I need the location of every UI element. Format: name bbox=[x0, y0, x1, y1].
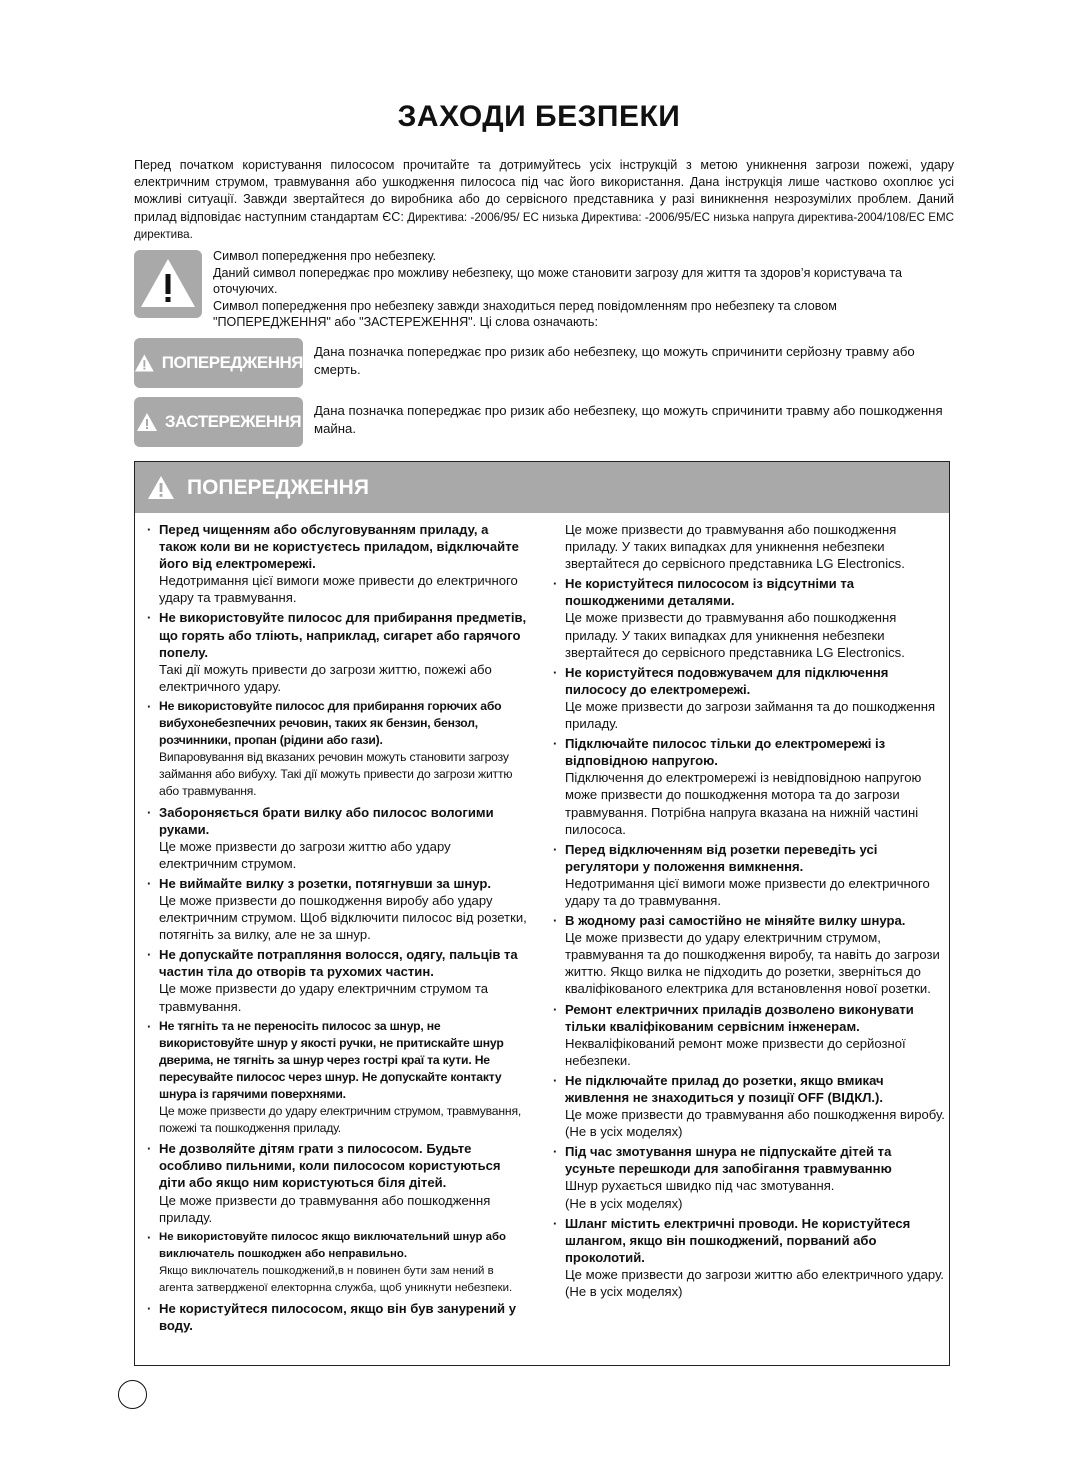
warning-triangle-icon bbox=[136, 412, 158, 432]
warning-badge bbox=[134, 338, 303, 388]
warning-item: · Перед чищенням або обслуговуванням приладу, а також коли ви не користуєтесь приладом, відключайте його від електромережі. Недотримання цієї вимоги може привести до електричного удару та травмування. bbox=[147, 522, 519, 606]
ce-mark: ЄС: bbox=[382, 209, 404, 224]
warning-item: · Не користуйтеся пилососом, якщо він був занурений у воду. bbox=[147, 1300, 517, 1333]
warning-right-column bbox=[547, 521, 945, 1303]
caution-badge-label: ЗАСТЕРЕЖЕННЯ bbox=[164, 412, 302, 431]
hazard-symbol-icon bbox=[134, 250, 202, 318]
caution-badge bbox=[134, 397, 303, 447]
intro-main-text: Перед початком користування пилососом прочитайте та дотримуйтесь усіх інструкцій з метою уникнення загрози пожежі, удару електричним струмом, травмування або ушкодження пилососа під час його використання. Дана інструкція лише частково охоплює усі можливі ситуації. Завжди звертайтеся до виробника або до сервісного представника у разі виникнення незрозумілих проблем. Даний прилад відповідає наступним стандартам bbox=[134, 158, 954, 224]
warning-item: · Не тягніть та не переносіть пилосос за шнур, не використовуйте шнур у якості ручки, не притискайте шнур дверима, не тягніть за шнур через гострі краї та кути. Не пересувайте пилосос через шнур. Не допускайте контакту шнура із гарячими поверхнями. Це може призвести до удару електричним струмом, травмування, пожежі та пошкодження приладу. bbox=[147, 1018, 522, 1136]
warning-panel-header bbox=[135, 462, 949, 513]
warning-item: · В жодному разі самостійно не міняйте вилку шнура. Це може призвести до удару електричним струмом, травмування та до пошкодження виробу, та навіть до загрози життю. Якщо вилка не підходить до розетки, зверніться до кваліфікованого електрика для встановлення нової розетки. bbox=[553, 913, 940, 997]
warning-panel bbox=[134, 461, 950, 1366]
warning-item: · Забороняється брати вилку або пилосос вологими руками. Це може призвести до загрози життю або удару електричним струмом. bbox=[147, 804, 494, 871]
warning-item: · Не дозволяйте дітям грати з пилососом. Будьте особливо пильними, коли пилососом користуються діти або якщо ним користуються біля дітей. Це може призвести до травмування або пошкодження приладу. bbox=[147, 1141, 501, 1225]
warning-item: · Не виймайте вилку з розетки, потягнувши за шнур. Це може призвести до пошкодження виробу або удару електричним струмом. Щоб відключити пилосос від розетки, потягніть за вилку, але не за шнур. bbox=[147, 875, 527, 943]
warning-triangle-icon bbox=[134, 353, 155, 373]
page-number-circle bbox=[118, 1380, 147, 1409]
warning-item: · Підключайте пилосос тільки до електромережі із відповідною напругою. Підключення до електромережі із невідповідною напругою може призвести до пошкодження мотора та до загрози травмування. Потрібна напруга вказана на нижній частині пилососа. bbox=[553, 736, 922, 837]
warning-item: · Не користуйтеся подовжувачем для підключення пилососу до електромережі. Це може призвести до загрози займання та до пошкодження приладу. bbox=[553, 664, 936, 732]
warning-item: · Перед відключенням від розетки переведіть усі регулятори у положення вимкнення. Недотримання цієї вимоги може призвести до електричного удару та до травмування. bbox=[553, 841, 930, 908]
warning-item: · Не використовуйте пилосос для прибирання предметів, що горять або тліють, наприклад, сигарет або гарячого попелу. Такі дії можуть привести до загрози життю, пожежі або електричного удару. bbox=[147, 610, 527, 694]
warning-item: · Шланг містить електричні проводи. Не користуйтеся шлангом, якщо він пошкоджений, порваний або проколотий. Це може призвести до загрози життю або електричного удару.(Не в усіх моделях) bbox=[553, 1215, 944, 1300]
warning-panel-title: ПОПЕРЕДЖЕННЯ bbox=[187, 475, 369, 499]
caution-badge-desc: Дана позначка попереджає про ризик або небезпеку, що можуть спричинити травму або пошкодження майна. bbox=[314, 403, 943, 436]
warning-item-continued: Це може призвести до травмування або пошкодження приладу. У таких випадках для уникнення небезпеки звертайтеся до сервісного представника LG Electronics. bbox=[565, 522, 905, 572]
warning-item: · Не підключайте прилад до розетки, якщо вмикач живлення не знаходиться у позиції OFF (ВІДКЛ.). Це може призвести до травмування або пошкодження виробу.(Не в усіх моделях) bbox=[553, 1072, 945, 1140]
warning-item: · Під час змотування шнура не підпускайте дітей та усуньте перешкоди для запобігання травмуванню Шнур рухається швидко під час змотування. (Не в усіх моделях) bbox=[553, 1144, 892, 1211]
hazard-symbol-text: Символ попередження про небезпеку. Даний символ попереджає про можливу небезпеку, що може становити загрозу для життя та здоров’я користувача та оточуючих. Символ попередження про небезпеку завжди знаходиться перед повідомленням про небезпеку та словом "ПОПЕРЕДЖЕННЯ" або "ЗАСТЕРЕЖЕННЯ". Ці слова означають: bbox=[213, 249, 903, 330]
warning-badge-label: ПОПЕРЕДЖЕННЯ bbox=[161, 353, 303, 372]
page-title: ЗАХОДИ БЕЗПЕКИ bbox=[397, 100, 681, 133]
warning-triangle-icon bbox=[147, 475, 175, 500]
warning-left-column bbox=[141, 521, 527, 1337]
warning-item: · Не допускайте потрапляння волосся, одягу, пальців та частин тіла до отворів та рухомих частин. Це може призвести до удару електричним струмом та травмування. bbox=[147, 947, 518, 1014]
warning-item: · Не користуйтеся пилососом із відсутніми та пошкодженими деталями. Це може призвести до травмування або пошкодження приладу. У таких випадках для уникнення небезпеки звертайтеся до сервісного представника LG Electronics. bbox=[553, 576, 905, 660]
intro-directive-text: Директива: -2006/95/ ЕС низька Директива: -2006/95/ЕС низька напруга директива-2004/108/ЕС ЕМС директива. bbox=[134, 210, 954, 241]
intro-paragraph bbox=[134, 157, 954, 243]
warning-item: · Не використовуйте пилосос якщо виключательний шнур або виключатель пошкоджен або неправильно. Якщо виключатель пошкоджений,в н повинен бути зам нений в агента затвердженої електорнна служба, щоб уникнути небезпеки. bbox=[147, 1229, 513, 1294]
warning-item: · Ремонт електричних приладів дозволено виконувати тільки кваліфікованим сервісним інженерам. Некваліфікований ремонт може призвести до серйозної небезпеки. bbox=[553, 1001, 914, 1068]
warning-badge-desc: Дана позначка попереджає про ризик або небезпеку, що можуть спричинити серйозну травму або смерть. bbox=[314, 344, 915, 377]
warning-item: · Не використовуйте пилосос для прибирання горючих або вибухонебезпечних речовин, таких як бензин, бензол, розчинники, пропан (рідини або гази). Випаровування від вказаних речовин можуть становити загрозу займання або вибуху. Такі дії можуть привести до загрози життю або травмування. bbox=[147, 698, 513, 799]
